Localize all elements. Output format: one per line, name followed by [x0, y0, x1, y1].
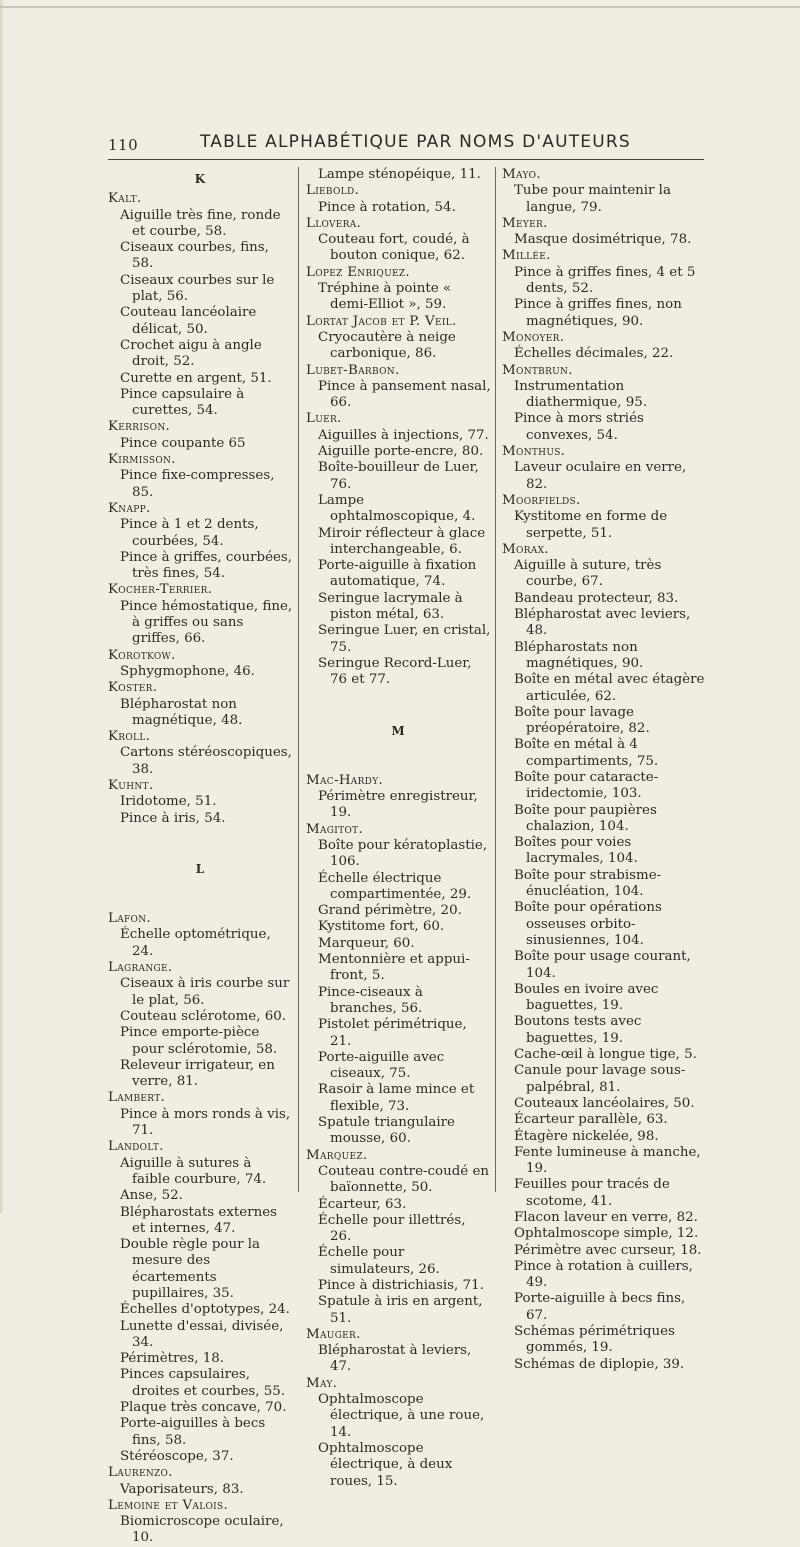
instrument-entry: Lampe sténopéique, 11.: [318, 167, 481, 182]
instrument-entry: Cryocautère à neige carbonique, 86.: [318, 329, 456, 362]
top-edge-rule: [0, 6, 800, 8]
instrument-entry: Couteaux lancéolaires, 50.: [514, 1095, 695, 1111]
instrument-entry: Feuilles pour tracés de scotome, 41.: [514, 1177, 670, 1209]
instrument-entry: Mentonnière et appui-front, 5.: [318, 952, 470, 984]
instrument-entry: Pince à 1 et 2 dents, courbées, 54.: [120, 517, 259, 549]
instrument-entry: Cache-œil à longue tige, 5.: [514, 1047, 697, 1063]
author-name: Kirmisson.: [108, 452, 176, 468]
instrument-entry: Instrumentation diathermique, 95.: [514, 378, 648, 411]
instrument-entry: Blépharostat à leviers, 47.: [318, 1343, 472, 1375]
column-divider: [495, 167, 496, 1192]
page-edge: [0, 0, 4, 1213]
author-name: Meyer.: [502, 215, 548, 231]
instrument-entry: Boules en ivoire avec baguettes, 19.: [514, 981, 659, 1014]
author-name: Laurenzo.: [108, 1465, 173, 1481]
instrument-entry: Pince à pansement nasal, 66.: [318, 378, 491, 411]
author-name: Lemoine et Valois.: [108, 1497, 229, 1513]
author-name: May.: [306, 1375, 338, 1391]
instrument-entry: Blépharostats non magnétiques, 90.: [514, 639, 644, 671]
instrument-entry: Pince coupante 65: [120, 435, 246, 451]
instrument-entry: Échelle pour illettrés, 26.: [318, 1212, 466, 1245]
instrument-entry: Schémas de diplopie, 39.: [514, 1356, 685, 1372]
instrument-entry: Pince hémostatique, fine, à griffes ou sans griffes, 66.: [120, 598, 293, 647]
section-letter: L: [195, 861, 206, 876]
instrument-entry: Spatule triangulaire mousse, 60.: [318, 1115, 455, 1147]
instrument-entry: Ciseaux courbes sur le plat, 56.: [120, 272, 275, 305]
instrument-entry: Aiguille à suture, très courbe, 67.: [514, 558, 662, 590]
author-name: Lortat Jacob et P. Veil.: [306, 313, 457, 329]
instrument-entry: Couteau contre-coudé en baïonnette, 50.: [318, 1163, 490, 1196]
instrument-entry: Pince à mors striés convexes, 54.: [514, 411, 644, 443]
instrument-entry: Pince à griffes, courbées, très fines, 54.: [120, 549, 293, 582]
author-name: Monoyer.: [502, 329, 565, 345]
instrument-entry: Boîte pour cataracte-iridectomie, 103.: [514, 769, 659, 802]
instrument-entry: Flacon laveur en verre, 82.: [514, 1210, 698, 1225]
instrument-entry: Périmètre enregistreur, 19.: [318, 789, 478, 821]
instrument-entry: Porte-aiguille à becs fins, 67.: [514, 1291, 686, 1323]
instrument-entry: Anse, 52.: [120, 1188, 183, 1204]
page-header: [108, 132, 708, 162]
author-name: Korotkow.: [108, 647, 176, 663]
running-title: TABLE ALPHABÉTIQUE PAR NOMS D'AUTEURS: [200, 132, 631, 152]
instrument-entry: Kystitome fort, 60.: [318, 919, 445, 935]
author-name: Kocher-Terrier.: [108, 582, 213, 598]
author-name: Knapp.: [108, 500, 151, 516]
instrument-entry: Releveur irrigateur, en verre, 81.: [120, 1057, 275, 1090]
instrument-entry: Pince emporte-pièce pour sclérotomie, 58.: [120, 1025, 278, 1057]
instrument-entry: Vaporisateurs, 83.: [120, 1481, 244, 1497]
instrument-entry: Pistolet périmétrique, 21.: [318, 1017, 467, 1049]
author-name: Kuhnt.: [108, 777, 154, 793]
author-name: Moorfields.: [502, 492, 581, 508]
instrument-entry: Pince à districhiasis, 71.: [318, 1278, 484, 1293]
instrument-entry: Boîte en métal avec étagère articulée, 62.: [514, 672, 705, 704]
instrument-entry: Échelles d'optotypes, 24.: [120, 1302, 290, 1318]
instrument-entry: Blépharostats externes et internes, 47.: [120, 1204, 278, 1236]
instrument-entry: Lunette d'essai, divisée, 34.: [120, 1318, 284, 1350]
author-name: Lambert.: [108, 1090, 166, 1106]
instrument-entry: Curette en argent, 51.: [120, 370, 272, 386]
instrument-entry: Couteau lancéolaire délicat, 50.: [120, 305, 257, 337]
instrument-entry: Ophtalmoscope simple, 12.: [514, 1226, 699, 1242]
section-letter: K: [194, 172, 207, 186]
instrument-entry: Échelles décimales, 22.: [514, 346, 674, 362]
header-rule: [108, 159, 704, 160]
instrument-entry: Pince capsulaire à curettes, 54.: [120, 386, 245, 419]
instrument-entry: Boîte pour lavage préopératoire, 82.: [514, 704, 650, 737]
instrument-entry: Boutons tests avec baguettes, 19.: [514, 1014, 642, 1046]
section-gap: [306, 689, 491, 719]
instrument-entry: Double règle pour la mesure des écartements pupillaires, 35.: [120, 1237, 261, 1301]
instrument-entry: Porte-aiguille à fixation automatique, 74.: [318, 558, 477, 590]
instrument-entry: Échelle électrique compartimentée, 29.: [318, 870, 472, 902]
instrument-entry: Boîtes pour voies lacrymales, 104.: [514, 835, 638, 867]
author-name: Millée.: [502, 248, 551, 264]
instrument-entry: Miroir réflecteur à glace interchangeable, 6.: [318, 525, 486, 557]
author-name: Koster.: [108, 680, 158, 696]
section-gap: [108, 827, 293, 857]
author-name: Lagrange.: [108, 960, 173, 976]
instrument-entry: Boîte en métal à 4 compartiments, 75.: [514, 737, 659, 769]
instrument-entry: Couteau fort, coudé, à bouton conique, 62.: [318, 232, 470, 264]
instrument-entry: Ophtalmoscope électrique, à deux roues, 15.: [318, 1440, 453, 1489]
instrument-entry: Stéréoscope, 37.: [120, 1448, 234, 1464]
instrument-entry: Échelle optométrique, 24.: [120, 927, 271, 959]
column-divider: [298, 167, 299, 1192]
instrument-entry: Blépharostat avec leviers, 48.: [514, 607, 691, 639]
column-1: [108, 167, 293, 1546]
instrument-entry: Pince à rotation à cuillers, 49.: [514, 1258, 693, 1291]
author-name: Luer.: [306, 411, 342, 427]
instrument-entry: Aiguilles à injections, 77.: [318, 427, 489, 443]
instrument-entry: Masque dosimétrique, 78.: [514, 232, 692, 248]
author-name: Marquez.: [306, 1147, 368, 1163]
instrument-entry: Boîte pour paupières chalazion, 104.: [514, 802, 657, 834]
author-name: Monthus.: [502, 444, 566, 460]
instrument-entry: Écarteur parallèle, 63.: [514, 1112, 668, 1128]
author-name: Montbrun.: [502, 362, 573, 378]
section-gap: [108, 881, 293, 911]
instrument-entry: Ophtalmoscope électrique, à une roue, 14.: [318, 1392, 485, 1440]
instrument-entry: Aiguille porte-encre, 80.: [318, 444, 484, 460]
instrument-entry: Périmètre avec curseur, 18.: [514, 1242, 702, 1258]
author-name: Mayo.: [502, 167, 541, 182]
instrument-entry: Boîte pour usage courant, 104.: [514, 949, 691, 981]
instrument-entry: Boîte pour opérations osseuses orbito-sinusiennes, 104.: [514, 900, 662, 948]
instrument-entry: Périmètres, 18.: [120, 1351, 225, 1367]
instrument-entry: Biomicroscope oculaire, 10.: [120, 1514, 284, 1546]
instrument-entry: Pince à mors ronds à vis, 71.: [120, 1106, 291, 1139]
instrument-entry: Spatule à iris en argent, 51.: [318, 1294, 483, 1326]
author-name: Magitot.: [306, 821, 363, 837]
instrument-entry: Marqueur, 60.: [318, 935, 415, 951]
section-letter: M: [391, 723, 406, 738]
instrument-entry: Iridotome, 51.: [120, 794, 217, 810]
instrument-entry: Blépharostat non magnétique, 48.: [120, 696, 243, 728]
instrument-entry: Couteau sclérotome, 60.: [120, 1008, 287, 1024]
author-name: Liebold.: [306, 183, 360, 199]
instrument-entry: Canule pour lavage sous-palpébral, 81.: [514, 1063, 686, 1095]
author-name: Lopez Enriquez.: [306, 264, 410, 280]
instrument-entry: Schémas périmétriques gommés, 19.: [514, 1324, 675, 1356]
instrument-entry: Échelle pour simulateurs, 26.: [318, 1245, 440, 1277]
author-name: Llovera.: [306, 215, 362, 231]
instrument-entry: Ciseaux à iris courbe sur le plat, 56.: [120, 976, 290, 1008]
instrument-entry: Seringue Luer, en cristal, 75.: [318, 623, 491, 655]
column-2: [306, 167, 491, 1489]
instrument-entry: Sphygmophone, 46.: [120, 663, 255, 679]
instrument-entry: Seringue Record-Luer, 76 et 77.: [318, 655, 472, 688]
instrument-entry: Seringue lacrymale à piston métal, 63.: [318, 590, 463, 623]
instrument-entry: Kystitome en forme de serpette, 51.: [514, 509, 668, 541]
instrument-entry: Tréphine à pointe « demi-Elliot », 59.: [318, 281, 452, 313]
page-number: 110: [108, 136, 139, 154]
instrument-entry: Écarteur, 63.: [318, 1196, 407, 1212]
instrument-entry: Fente lumineuse à manche, 19.: [514, 1144, 701, 1177]
instrument-entry: Grand périmètre, 20.: [318, 903, 462, 919]
instrument-entry: Étagère nickelée, 98.: [514, 1128, 659, 1144]
instrument-entry: Lampe ophtalmoscopique, 4.: [318, 492, 476, 525]
author-name: Kerrison.: [108, 419, 171, 435]
instrument-entry: Rasoir à lame mince et flexible, 73.: [318, 1082, 475, 1114]
instrument-entry: Boîte pour kératoplastie, 106.: [318, 837, 488, 870]
instrument-entry: Boîte pour strabisme-énucléation, 104.: [514, 867, 662, 900]
instrument-entry: Tube pour maintenir la langue, 79.: [514, 183, 671, 215]
author-name: Mac-Hardy.: [306, 772, 383, 788]
instrument-entry: Crochet aigu à angle droit, 52.: [120, 337, 262, 370]
author-name: Lubet-Barbon.: [306, 362, 400, 378]
instrument-entry: Pince-ciseaux à branches, 56.: [318, 984, 423, 1016]
instrument-entry: Boîte-bouilleur de Luer, 76.: [318, 460, 479, 492]
instrument-entry: Porte-aiguille avec ciseaux, 75.: [318, 1049, 445, 1082]
instrument-entry: Plaque très concave, 70.: [120, 1400, 287, 1416]
instrument-entry: Pinces capsulaires, droites et courbes, 55.: [120, 1367, 286, 1399]
section-gap: [306, 743, 491, 773]
author-name: Mauger.: [306, 1326, 361, 1342]
author-name: Kroll.: [108, 729, 151, 745]
instrument-entry: Pince à griffes fines, non magnétiques, 90.: [514, 297, 682, 329]
author-name: Lafon.: [108, 911, 151, 927]
author-name: Landolt.: [108, 1139, 164, 1155]
instrument-entry: Aiguille très fine, ronde et courbe, 58.: [120, 207, 281, 239]
author-name: Kalt.: [108, 191, 142, 207]
instrument-entry: Pince à rotation, 54.: [318, 199, 456, 215]
instrument-entry: Pince à griffes fines, 4 et 5 dents, 52.: [514, 264, 696, 297]
instrument-entry: Pince fixe-compresses, 85.: [120, 468, 275, 500]
instrument-entry: Ciseaux courbes, fins, 58.: [120, 240, 269, 272]
column-3: [502, 167, 710, 1372]
instrument-entry: Bandeau protecteur, 83.: [514, 590, 679, 606]
instrument-entry: Porte-aiguilles à becs fins, 58.: [120, 1416, 266, 1448]
instrument-entry: Pince à iris, 54.: [120, 810, 226, 826]
instrument-entry: Cartons stéréoscopiques, 38.: [120, 745, 292, 777]
instrument-entry: Laveur oculaire en verre, 82.: [514, 460, 687, 492]
instrument-entry: Aiguille à sutures à faible courbure, 74.: [120, 1155, 267, 1187]
author-name: Morax.: [502, 541, 549, 557]
